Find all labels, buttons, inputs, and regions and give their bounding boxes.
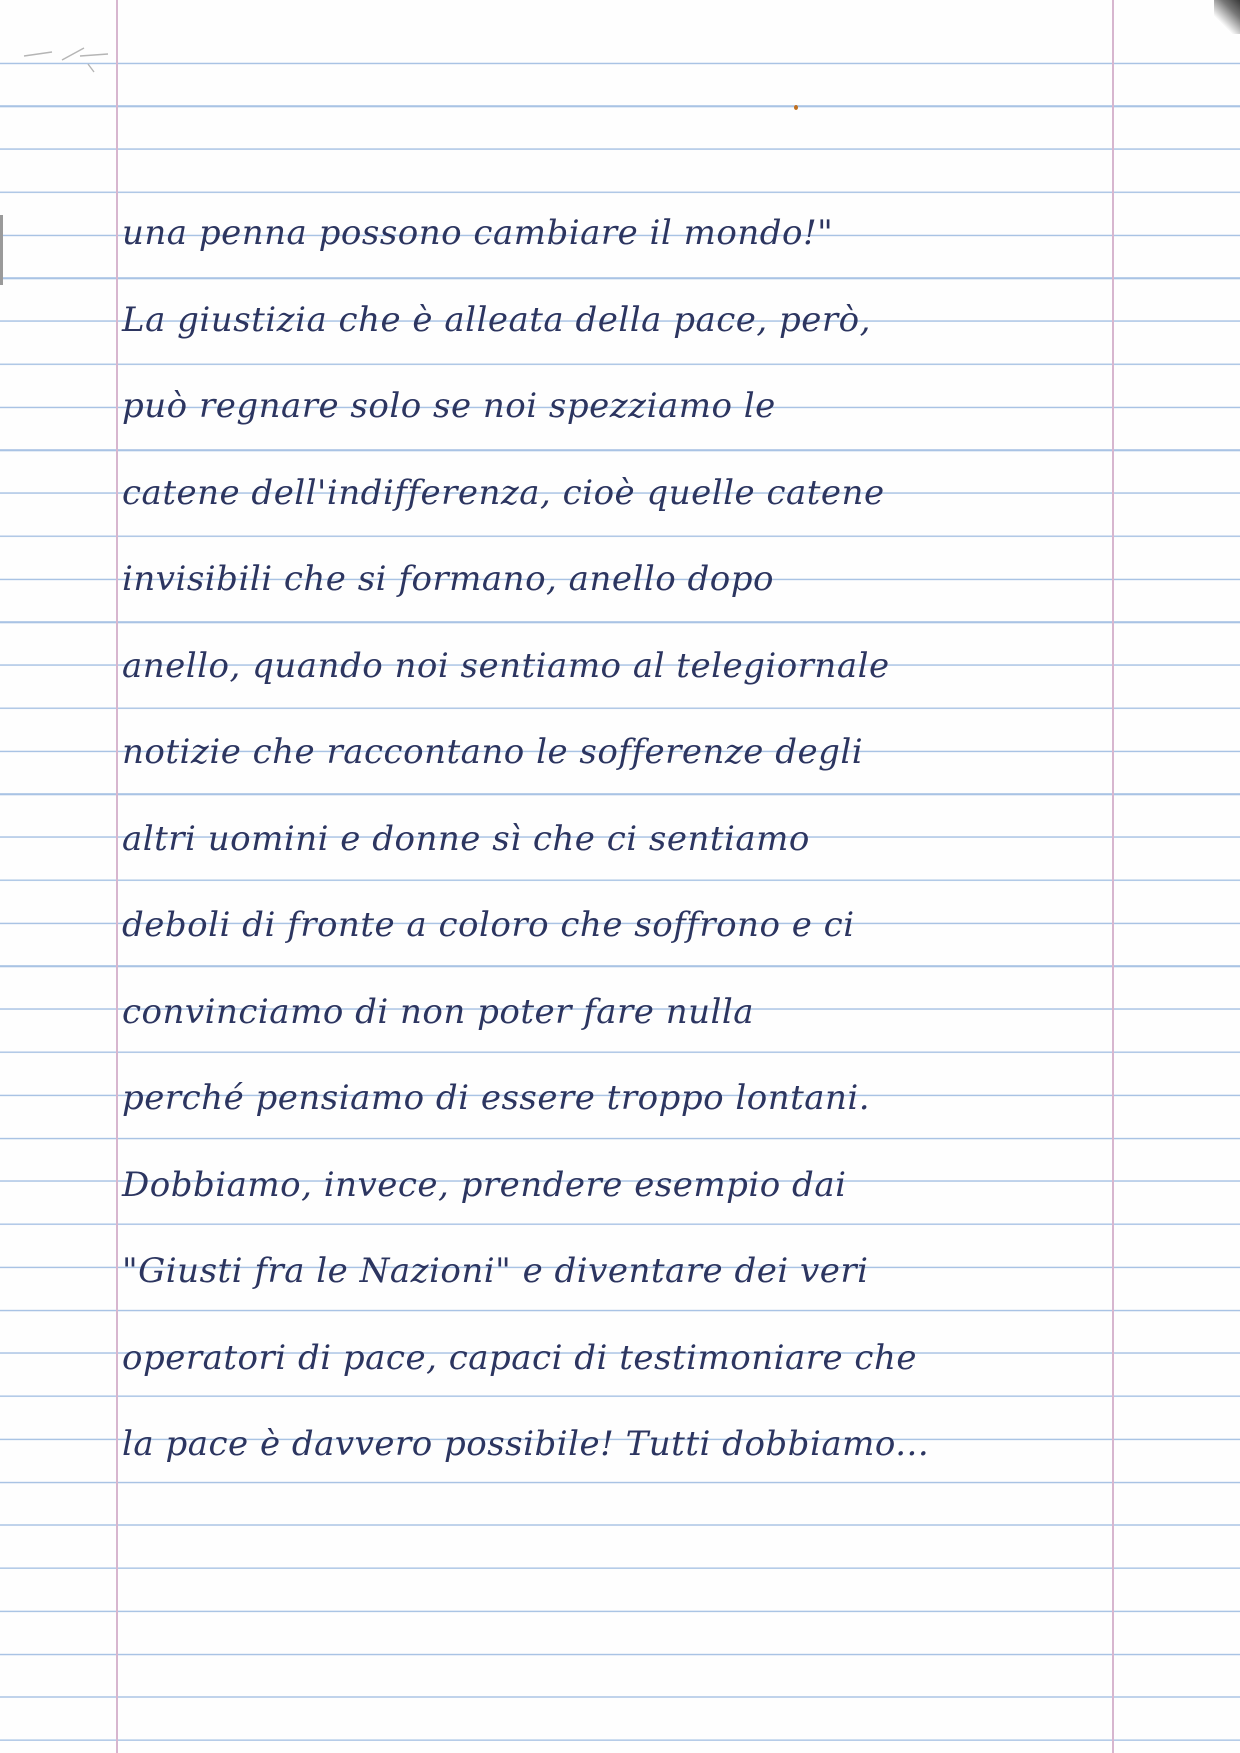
text-line: operatori di pace, capaci di testimoniare che — [122, 1337, 917, 1378]
left-edge-mark — [0, 215, 3, 285]
text-line: una penna possono cambiare il mondo!" — [122, 213, 834, 253]
text-line: invisibili che si formano, anello dopo — [122, 559, 774, 599]
pencil-smudge-mark — [22, 42, 122, 82]
text-line: notizie che raccontano le sofferenze degli — [122, 732, 864, 772]
page-corner-shadow — [1214, 0, 1240, 34]
text-line: "Giusti fra le Nazioni" e diventare dei veri — [122, 1251, 869, 1291]
text-line: anello, quando noi sentiamo al telegiornale — [122, 645, 890, 686]
text-line: altri uomini e donne sì che ci sentiamo — [122, 818, 810, 859]
text-line: deboli di fronte a coloro che soffrono e ci — [122, 905, 855, 945]
handwritten-text — [120, 190, 1110, 1488]
ink-dot — [794, 105, 798, 110]
text-line: catene dell'indifferenza, cioè quelle catene — [122, 472, 885, 513]
right-margin-line — [1112, 0, 1114, 1753]
text-line: perché pensiamo di essere troppo lontani. — [122, 1078, 871, 1118]
text-line: la pace è davvero possibile! Tutti dobbiamo... — [122, 1424, 930, 1464]
text-line: Dobbiamo, invece, prendere esempio dai — [122, 1164, 847, 1205]
text-line: La giustizia che è alleata della pace, però, — [122, 299, 871, 340]
text-line: può regnare solo se noi spezziamo le — [122, 386, 776, 426]
left-margin-line — [116, 0, 118, 1753]
text-line: convinciamo di non poter fare nulla — [122, 991, 755, 1032]
